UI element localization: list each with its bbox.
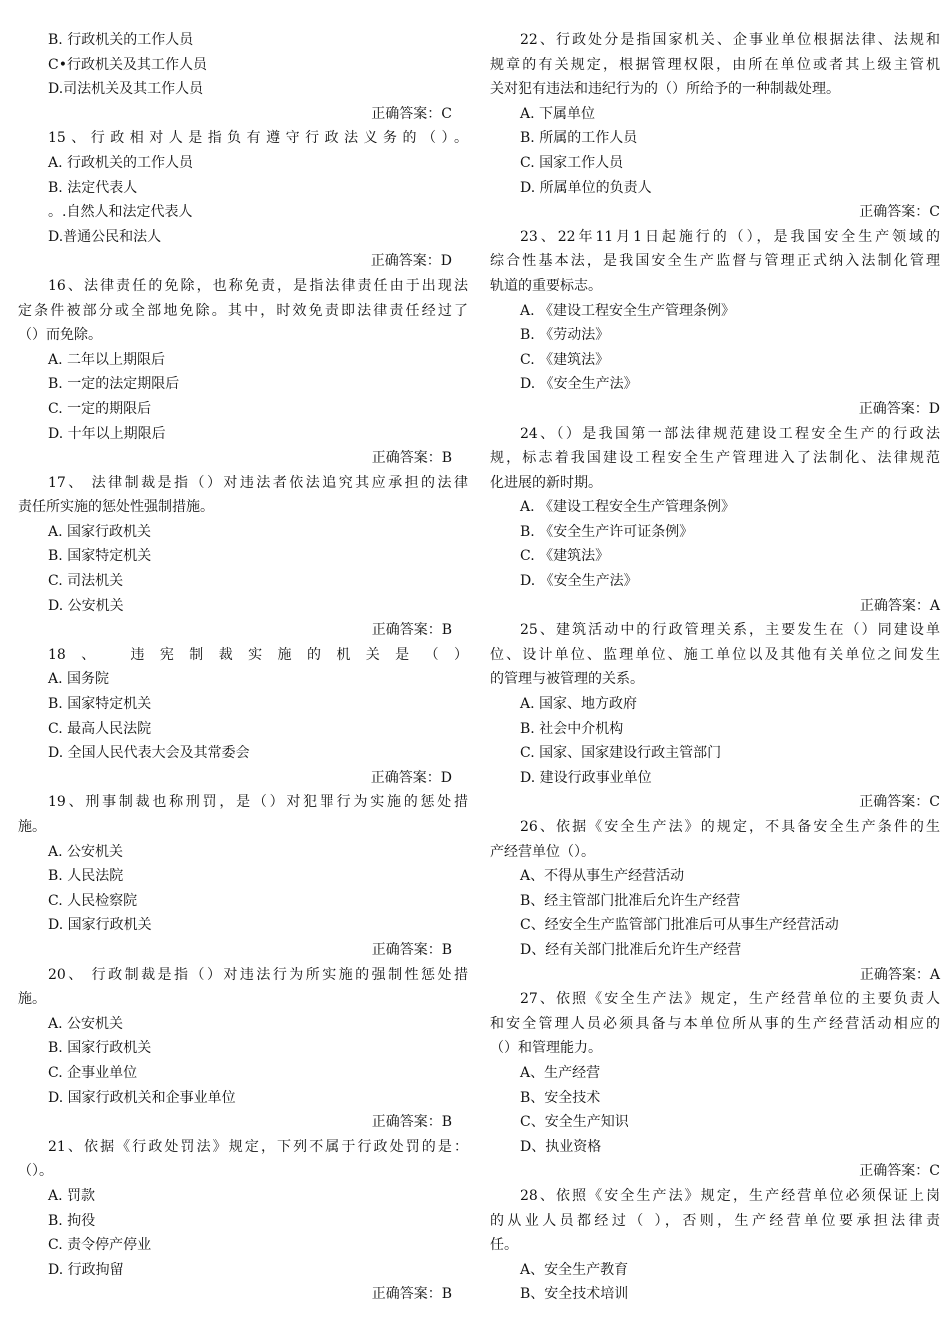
answer-line: 正确答案：B [371,450,452,467]
option-line: C. 司法机关 [48,573,124,590]
question-line: 23、22年11月1日起施行的（），是我国安全生产领域的 [520,228,940,245]
question-line: 26、依据《安全生产法》的规定，不具备安全生产条件的生 [520,819,940,835]
question-line: 责任所实施的惩处性强制措施。 [18,499,214,516]
option-line: D. 公安机关 [48,597,124,614]
option-line: A. 二年以上期限后 [48,351,166,368]
option-line: D. 全国人民代表大会及其常委会 [48,745,250,762]
option-line: B. 拘役 [48,1212,96,1229]
question-line: 施。 [18,819,46,835]
option-line: A. 国家行政机关 [48,523,152,540]
option-line: D、经有关部门批准后允许生产经营 [520,941,742,958]
option-line: C. 《建筑法》 [520,548,610,565]
option-line: A. 下属单位 [520,105,596,122]
option-line: A. 行政机关的工作人员 [48,154,194,171]
option-line: B. 所属的工作人员 [520,130,638,147]
question-line: 15、行政相对人是指负有遵守行政法义务的（）。 [48,130,468,147]
answer-line: 正确答案：A [859,966,940,983]
option-line: B. 国家行政机关 [48,1040,152,1057]
question-line: 化进展的新时期。 [490,474,602,491]
option-line: C、经安全生产监管部门批准后可从事生产经营活动 [520,917,839,934]
option-line: B. 法定代表人 [48,179,138,196]
question-line: 规，标志着我国建设工程安全生产管理进入了法制化、法律规范 [490,450,940,467]
question-line: 18、 违宪制裁实施的机关是（） [48,646,468,663]
question-line: 施。 [18,991,46,1008]
question-line: 定条件被部分或全部地免除。其中，时效免责即法律责任经过了 [18,302,468,319]
option-line: D. 行政拘留 [48,1261,124,1278]
option-line: B. 国家特定机关 [48,548,152,565]
option-line: A、安全生产教育 [520,1261,629,1278]
option-line: D. 国家行政机关和企事业单位 [48,1089,236,1106]
question-line: 产经营单位（）。 [490,843,595,860]
answer-line: 正确答案：B [371,622,452,639]
option-line: C•行政机关及其工作人员 [48,56,207,73]
option-line: C. 人民检察院 [48,892,138,909]
answer-line: 正确答案：B [371,1114,452,1131]
answer-line: 正确答案：C [859,204,940,221]
answer-line: 正确答案：A [859,597,940,614]
question-line: （）而免除。 [18,327,102,344]
question-line: 综合性基本法，是我国安全生产监督与管理正式纳入法制化管理 [490,253,940,270]
question-line: 16、法律责任的免除，也称免责，是指法律责任由于出现法 [48,277,468,294]
left-column [18,28,468,1307]
question-line: 关对犯有违法和违纪行为的（）所给予的一种制裁处理。 [490,81,840,98]
question-line: 19、刑事制裁也称刑罚，是（）对犯罪行为实施的惩处措 [48,794,468,811]
question-line: 20、 行政制裁是指（）对违法行为所实施的强制性惩处措 [48,966,468,983]
option-line: D. 国家行政机关 [48,917,152,934]
question-line: 位、设计单位、监理单位、施工单位以及其他有关单位之间发生 [490,646,940,663]
option-line: D. 《安全生产法》 [520,573,638,590]
option-line: B、经主管部门批准后允许生产经营 [520,892,741,909]
option-line: C. 企事业单位 [48,1064,138,1081]
option-line: D. 建设行政事业单位 [520,769,652,786]
answer-line: 正确答案：D [370,253,452,270]
option-line: B. 行政机关的工作人员 [48,32,194,48]
option-line: D. 所属单位的负责人 [520,179,652,196]
option-line: D、执业资格 [520,1138,602,1155]
answer-line: 正确答案：D [370,769,452,786]
right-column [490,28,940,1307]
question-line: 和安全管理人员必须具备与本单位所从事的生产经营活动相应的 [490,1015,940,1032]
option-line: C. 一定的期限后 [48,400,152,417]
option-line: B. 国家特定机关 [48,696,152,713]
option-line: A、生产经营 [520,1064,601,1081]
question-line: 21、依据《行政处罚法》规定，下列不属于行政处罚的是： [48,1138,468,1155]
question-line: 轨道的重要标志。 [490,277,602,294]
question-line: 规章的有关规定，根据管理权限，由所在单位或者其上级主管机 [490,56,940,73]
option-line: A. 《建设工程安全生产管理条例》 [520,499,736,516]
option-line: 。.自然人和法定代表人 [48,204,193,221]
option-line: A. 国家、地方政府 [520,696,638,713]
option-line: D. 《安全生产法》 [520,376,638,393]
answer-line: 正确答案：C [859,794,940,811]
question-line: 25、建筑活动中的行政管理关系，主要发生在（）同建设单 [520,622,940,639]
option-line: C、安全生产知识 [520,1114,629,1131]
option-line: C. 《建筑法》 [520,351,610,368]
option-line: A. 国务院 [48,671,110,688]
option-line: A. 公安机关 [48,1015,124,1032]
question-line: 24、（）是我国第一部法律规范建设工程安全生产的行政法 [520,425,940,442]
question-line: （）和管理能力。 [490,1040,602,1057]
answer-line: 正确答案：B [371,1286,452,1303]
option-line: C. 国家工作人员 [520,154,624,171]
option-line: A. 罚款 [48,1187,96,1204]
question-line: 27、依照《安全生产法》规定，生产经营单位的主要负责人 [520,991,940,1008]
option-line: A. 公安机关 [48,843,124,860]
option-line: D.司法机关及其工作人员 [48,81,204,98]
option-line: D. 十年以上期限后 [48,425,166,442]
question-line: （）。 [18,1163,53,1180]
option-line: A、不得从事生产经营活动 [520,868,685,885]
question-line: 任。 [490,1237,518,1254]
option-line: A. 《建设工程安全生产管理条例》 [520,302,736,319]
question-line: 28、依照《安全生产法》规定，生产经营单位必须保证上岗 [520,1187,940,1204]
option-line: B. 《劳动法》 [520,327,610,344]
option-line: C. 国家、国家建设行政主管部门 [520,745,722,762]
question-line: 22、行政处分是指国家机关、企事业单位根据法律、法规和 [520,32,940,48]
option-line: B. 社会中介机构 [520,720,624,737]
answer-line: 正确答案：C [859,1163,940,1180]
option-line: C. 最高人民法院 [48,720,152,737]
option-line: B、安全技术培训 [520,1286,629,1303]
option-line: D.普通公民和法人 [48,228,162,245]
question-line: 的从业人员都经过（ ），否则，生产经营单位要承担法律责 [490,1212,940,1229]
option-line: B. 一定的法定期限后 [48,376,180,393]
option-line: B. 人民法院 [48,868,124,885]
answer-line: 正确答案：D [858,400,940,417]
question-line: 17、 法律制裁是指（）对违法者依法追究其应承担的法律 [48,474,468,491]
option-line: C. 责令停产停业 [48,1237,152,1254]
question-line: 的管理与被管理的关系。 [490,671,644,688]
option-line: B、安全技术 [520,1089,601,1106]
option-line: B. 《安全生产许可证条例》 [520,523,694,540]
answer-line: 正确答案：B [371,941,452,958]
answer-line: 正确答案：C [371,105,452,122]
